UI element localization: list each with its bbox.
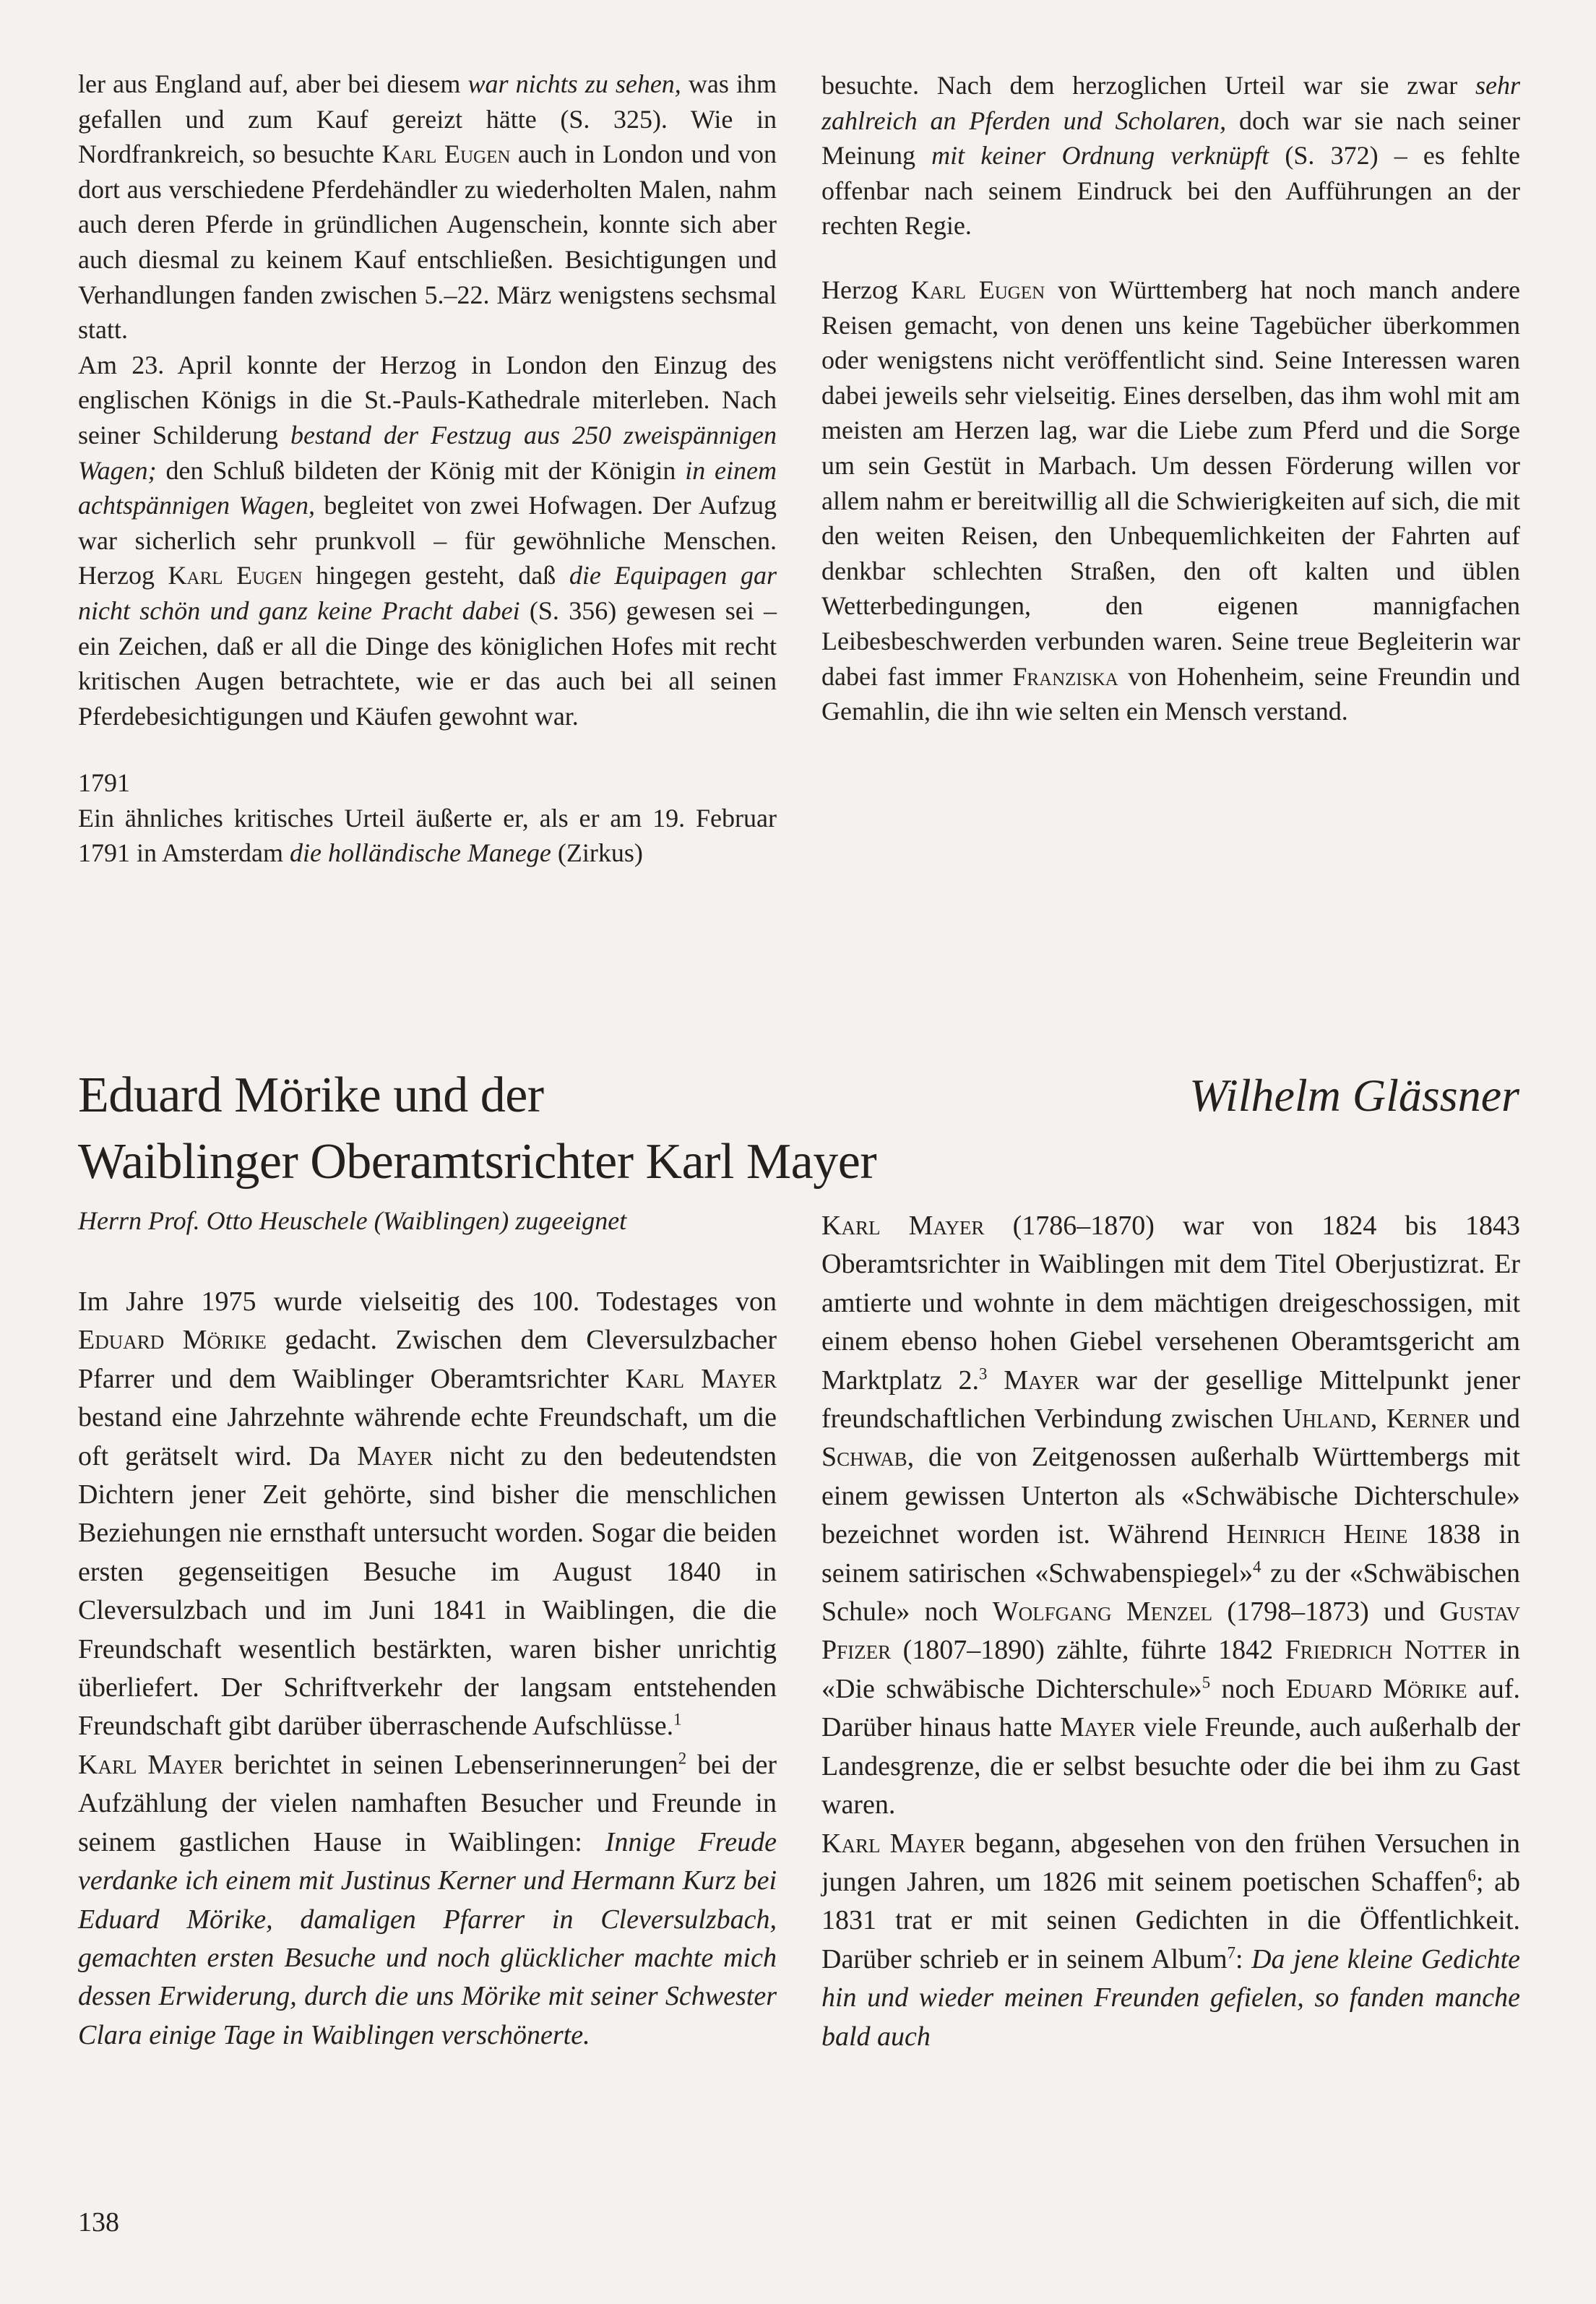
text: ; ab 1831 trat er mit seinen Gedichten in die Öffentlichkeit. Darüber schrieb er in seinem Album — [821, 1866, 1520, 1974]
name-friedrich-notter: Friedrich Notter — [1285, 1635, 1488, 1666]
name-eduard-moerike: Eduard Mörike — [1285, 1673, 1467, 1704]
text: hingegen gesteht, daß — [316, 561, 556, 590]
name-kerner: Kerner — [1386, 1404, 1470, 1435]
name-karl-mayer: Karl Mayer — [821, 1211, 985, 1241]
text: : — [1235, 1943, 1243, 1974]
text: begleitet von zwei Hofwagen. Der Aufzug war sicherlich sehr prunkvoll – für gewöhnliche Menschen. Herzog — [78, 491, 777, 590]
text: (1786–1870) war von 1824 bis 1843 Oberamtsrichter in Waiblingen mit dem Titel Oberjustizrat. Er amtierte und wohnte in dem mächtigen dreigeschossigen, mit einem ebenso hohen Giebel versehenen Oberamtsgericht am Marktplatz 2. — [821, 1211, 1521, 1396]
text: (1798–1873) und — [1227, 1596, 1425, 1628]
text: ler aus England auf, aber bei diesem — [78, 69, 461, 98]
name-mayer: Mayer — [357, 1440, 433, 1471]
text: Ein ähnliches kritisches Urteil äußerte er, als er am 19. Februar 1791 in Amsterdam — [78, 803, 777, 868]
name-mayer: Mayer — [1060, 1712, 1136, 1743]
title-line: Waiblinger Oberamtsrichter Karl Mayer — [78, 1134, 877, 1190]
paragraph-amsterdam — [78, 801, 777, 871]
name-gustav-pfizer: Gustav Pfizer — [821, 1596, 1521, 1666]
quote: mit keiner Ordnung verknüpft — [931, 141, 1269, 171]
text: viele Freunde, auch außerhalb der Landesgrenze, die er selbst besuchte oder die bei ihm zu Gast waren. — [821, 1712, 1521, 1821]
name-karl-eugen: Karl Eugen — [910, 275, 1045, 304]
paragraph-conclusion — [821, 272, 1520, 729]
footnote-marker: 6 — [1467, 1866, 1476, 1885]
quote: bestand der Festzug aus 250 zweispännigen Wagen; — [78, 420, 777, 485]
text: begann, abgesehen von den frühen Versuchen in jungen Jahren, um 1826 mit seinem poetischen Schaffen — [821, 1828, 1520, 1897]
text: Am 23. April konnte der Herzog in London den Einzug des englischen Königs in die St.-Pauls-Kathedrale miterleben. Nach seiner Schilderung — [78, 350, 777, 450]
paragraph-intro — [78, 1283, 777, 1746]
text: von Württemberg hat noch manch andere Reisen gemacht, von denen uns keine Tagebücher überkommen oder wenigstens nicht veröffentlicht sind. Seine Interessen waren dabei jeweils sehr vielseitig. Eines derselben, das ihm wohl mit am meisten am Herzen lag, war die Liebe zum Pferd und die Sorge um sein Gestüt in Marbach. Um dessen Förderung willen vor allem nahm er bereitwillig all die Schwierigkeiten auf sich, die mit den weiten Reisen, den Unbequemlichkeiten der Fahrten auf denkbar schlechten Straßen, den oft kalten und üblen Wetterbedingungen, den eigenen mannigfachen Leibesbeschwerden verbunden waren. Seine treue Begleiterin war dabei fast immer — [821, 275, 1521, 691]
text: , die von Zeitgenossen außerhalb Württembergs mit einem gewissen Unterton als «Schwäbische Dichterschule» bezeichnet worden ist. Während — [821, 1442, 1520, 1550]
dedication: Herrn Prof. Otto Heuschele (Waiblingen) zugeeignet — [78, 1206, 627, 1235]
name-karl-mayer: Karl Mayer — [625, 1363, 777, 1394]
lower-right-column — [821, 1207, 1520, 2056]
text: Im Jahre 1975 wurde vielseitig des 100. Todestages von — [78, 1286, 777, 1317]
text: auch in London und von dort aus verschiedene Pferdehändler zu wiederholten Malen, nahm auch deren Pferde in gründlichen Augenschein, konnte sich aber auch diesmal zu keinem Kauf entschließen. Besichtigungen und Verhandlungen fanden zwischen 5.–22. März wenigstens sechsmal statt. — [78, 139, 777, 345]
text: (Zirkus) — [557, 838, 643, 868]
text: doch war sie nach seiner Meinung — [821, 106, 1521, 171]
footnote-marker: 3 — [979, 1364, 988, 1383]
text: was ihm gefallen und zum Kauf gereizt hätte (S. 325). Wie in Nordfrankreich, so besuchte — [78, 69, 777, 169]
article-author: Wilhelm Glässner — [1189, 1070, 1519, 1121]
paragraph-lebenserinnerungen — [78, 1746, 777, 2055]
quote: in einem achtspännigen Wagen, — [78, 455, 777, 520]
name-karl-eugen: Karl Eugen — [168, 561, 303, 590]
name-heinrich-heine: Heinrich Heine — [1226, 1519, 1408, 1550]
footnote-marker: 2 — [678, 1749, 687, 1768]
text: (S. 372) – es fehlte offenbar nach seinem Eindruck bei den Aufführungen an der rechten Regie. — [821, 141, 1521, 241]
quote: die holländische Manege — [289, 838, 551, 868]
text: von Hohenheim, seine Freundin und Gemahlin, die ihn wie selten ein Mensch verstand. — [821, 661, 1520, 726]
paragraph-london — [78, 348, 777, 734]
text: 1838 in seinem satirischen «Schwabenspiegel» — [821, 1519, 1521, 1589]
name-eduard-moerike: Eduard Mörike — [78, 1325, 267, 1356]
footnote-marker: 7 — [1227, 1943, 1236, 1962]
quote: war nichts zu sehen, — [467, 69, 681, 98]
name-karl-mayer: Karl Mayer — [78, 1749, 224, 1780]
name-wolfgang-menzel: Wolfgang Menzel — [992, 1596, 1213, 1628]
text: war der gesellige Mittelpunkt jener freundschaftlichen Verbindung zwischen — [821, 1364, 1521, 1435]
article-title — [78, 1062, 1090, 1195]
quote: sehr zahlreich an Pferden und Scholaren, — [821, 71, 1520, 135]
title-line: Eduard Mörike und der — [78, 1067, 544, 1123]
name-mayer: Mayer — [1004, 1364, 1080, 1396]
text: den Schluß bildeten der König mit der Königin — [165, 455, 676, 485]
text: bei der Aufzählung der vielen namhaften Besucher und Freunde in seinem gastlichen Hause in Waiblingen: — [78, 1749, 777, 1857]
footnote-marker: 5 — [1202, 1673, 1211, 1692]
upper-right-column — [821, 68, 1520, 729]
paragraph-poetic-work — [821, 1825, 1520, 2056]
quote: die Equipagen gar nicht schön und ganz keine Pracht dabei — [78, 561, 777, 625]
text: nicht zu den bedeutendsten Dichtern jener Zeit gehörte, sind bisher die menschlichen Beziehungen nie ernsthaft untersucht worden. Sogar die beiden ersten gegenseitigen Besuche im August 1840 in Cleversulzbach und im Juni 1841 in Waiblingen, die die Freundschaft wesentlich bestärkten, waren bisher unrichtig überliefert. Der Schriftverkehr der langsam entstehenden Freundschaft gibt darüber überraschende Aufschlüsse. — [78, 1440, 777, 1742]
name-karl-mayer: Karl Mayer — [821, 1828, 966, 1859]
text: noch — [1221, 1673, 1275, 1704]
footnote-marker: 4 — [1253, 1557, 1261, 1576]
page-number: 138 — [78, 2207, 119, 2238]
quote: Innige Freude verdanke ich einem mit Justinus Kerner und Hermann Kurz bei Eduard Mörike, damaligen Pfarrer in Cleversulzbach, gemachten ersten Besuche und noch glücklicher machte mich dessen Erwiderung, durch die uns Mörike mit seiner Schwester Clara einige Tage in Waiblingen verschönerte. — [78, 1826, 777, 2050]
text: berichtet in seinen Lebenserinnerungen — [234, 1749, 678, 1780]
text: bestand eine Jahrzehnte währende echte Freundschaft, um die oft gerätselt wird. Da — [78, 1402, 777, 1471]
footnote-marker: 1 — [673, 1710, 682, 1729]
text: besuchte. Nach dem herzoglichen Urteil war sie zwar — [821, 71, 1458, 100]
text: Herzog — [821, 275, 898, 304]
name-karl-eugen: Karl Eugen — [381, 139, 511, 169]
lower-left-column — [78, 1283, 777, 2055]
quote: Da jene kleine Gedichte hin und wieder meinen Freunden gefielen, so fanden manche bald auch — [821, 1943, 1521, 2052]
text: zu der «Schwäbischen Schule» noch — [821, 1557, 1520, 1628]
text: auf. Darüber hinaus hatte — [821, 1673, 1520, 1743]
text: und — [1479, 1404, 1521, 1435]
text: (S. 356) gewesen sei – ein Zeichen, daß er all die Dinge des königlichen Hofes mit recht kritischen Augen betrachtete, wie er das auch bei all seinen Pferdebesichtigungen und Käufen gewohnt war. — [78, 596, 777, 731]
paragraph-england — [78, 66, 777, 348]
paragraph-biography: Karl Mayer (1786–1870) war von 1824 bis 1843 Oberamtsrichter in Waiblingen mit dem Titel Oberjustizrat. Er amtierte und wohnte in dem mächtigen dreigeschossigen, mit einem ebenso hohen Giebel versehenen Oberamtsgericht am Marktplatz 2.$^3$ Mayer war der gesellige Mittelpunkt jener freundschaftlichen Verbindung zwischen Uhland, Kerner und Schwab, die von Zeitgenossen außerhalb Württembergs mit einem gewissen Unterton als «Schwäbische Dichterschule» bezeichnet worden ist. Während Heinrich Heine 1838 in seinem satirischen «Schwabenspiegel»$^4$ zu der «Schwäbischen Schule» noch Wolfgang Menzel (1798–1873) und Gustav Pfizer (1807–1890) zählte, führte 1842 Friedrich Notter in «Die schwäbische Dichterschule»$^5$ noch Eduard Mörike auf. Darüber hinaus hatte Mayer viele Freunde, auch außerhalb der Landesgrenze, die er selbst besuchte oder die bei ihm zu Gast waren. — [821, 1211, 1521, 1821]
paragraph-amsterdam-continued — [821, 68, 1520, 244]
year-heading: 1791 — [78, 768, 130, 798]
name-schwab: Schwab — [821, 1442, 907, 1473]
name-uhland: Uhland — [1282, 1404, 1371, 1435]
upper-left-column — [78, 66, 777, 871]
text: gedacht. Zwischen dem Cleversulzbacher Pfarrer und dem Waiblinger Oberamtsrichter — [78, 1325, 777, 1394]
name-franziska: Franziska — [1012, 661, 1118, 691]
text: (1807–1890) zählte, führte 1842 — [902, 1635, 1274, 1666]
text: in «Die schwäbische Dichterschule» — [821, 1635, 1521, 1704]
